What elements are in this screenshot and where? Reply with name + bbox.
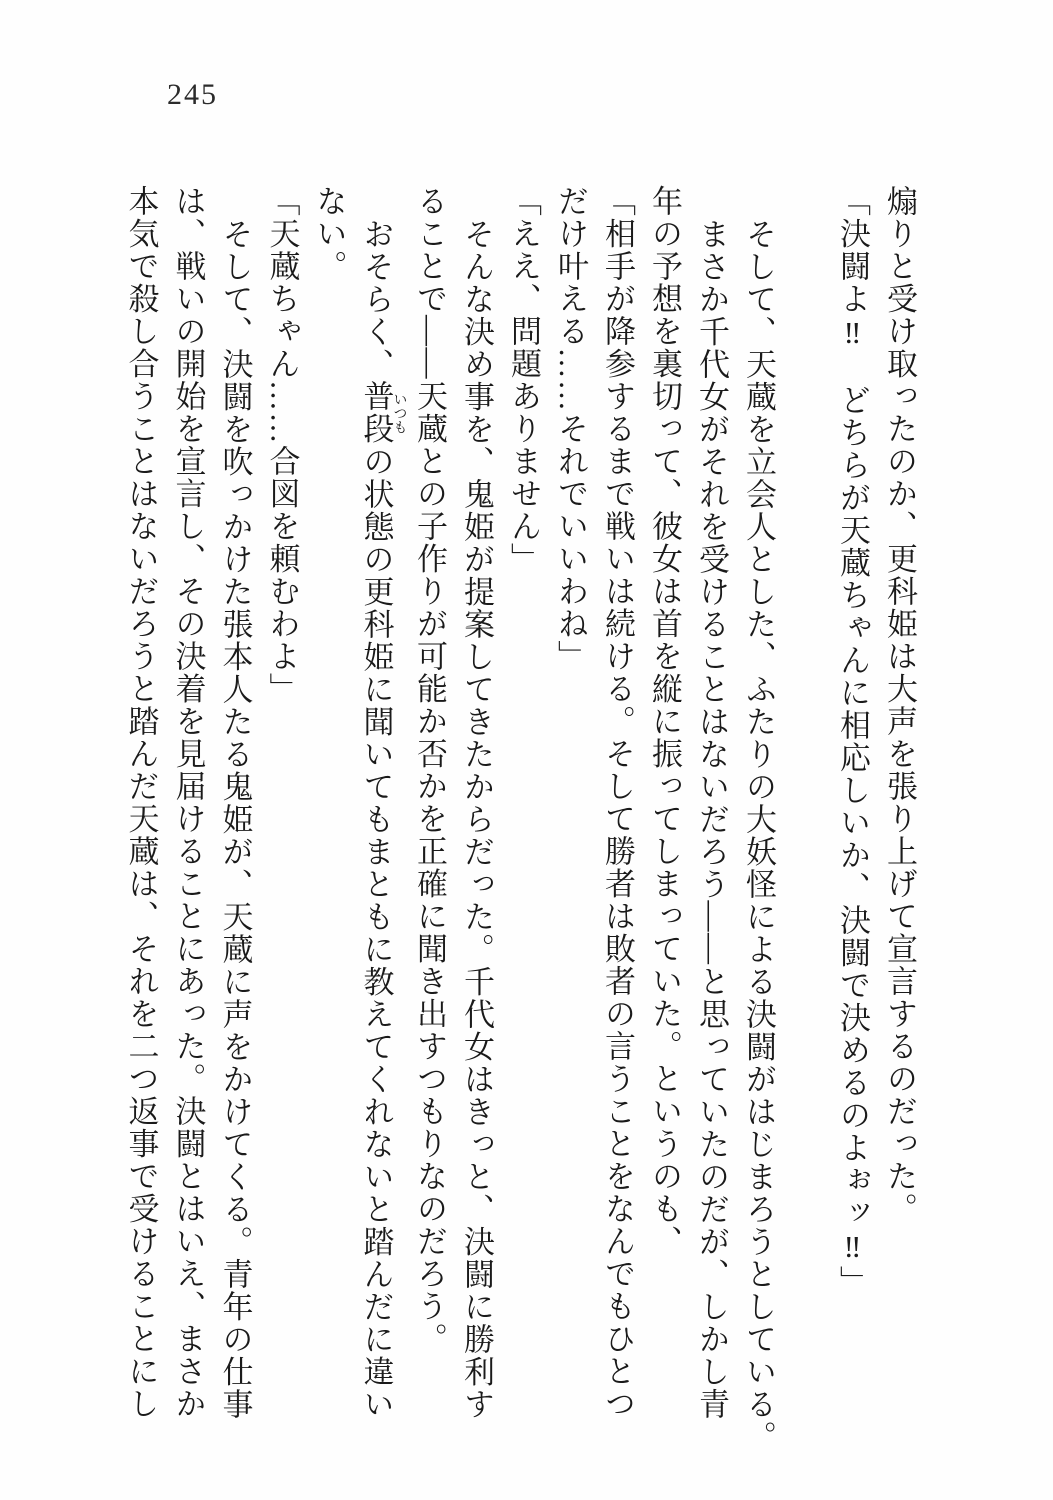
dialogue-line: 「天蔵ちゃん……合図を頼むわよ」 xyxy=(264,185,300,705)
paragraph-text: の状態の更科姫に聞いてもまともに教えてくれないと踏んだに違いない。 xyxy=(311,185,394,1420)
furigana-annotation xyxy=(358,380,407,445)
furigana-reading: いつも xyxy=(391,380,407,445)
dialogue-line: 「決闘よ‼ どちらが天蔵ちゃんに相応しいか、決闘で決めるのよぉッ‼」 xyxy=(835,185,870,1298)
narration-paragraph: そんな決め事を、鬼姫が提案してきたからだった。千代女はきっと、決闘に勝利することで――天蔵との子作りが可能か否かを正確に聞き出すつもりなのだろう。 xyxy=(412,185,494,1420)
page-number: 245 xyxy=(167,78,218,111)
dialogue-line: 「ええ、問題ありません」 xyxy=(506,185,541,575)
dialogue-line: 「相手が降参するまで戦いは続ける。そして勝者は敗者の言うことをなんでもひとつだけ叶える……それでいいわね」 xyxy=(553,185,635,1420)
paragraph-text: おそらく、 xyxy=(358,217,394,380)
narration-paragraph-with-furigana xyxy=(306,185,407,1433)
vertical-text-block xyxy=(118,185,924,1453)
narration-paragraph: まさか千代女がそれを受けることはないだろう――と思っていたのだが、しかし青年の予想を裏切って、彼女は首を縦に振ってしまっていた。というのも、 xyxy=(647,185,729,1420)
furigana-base: 普段 xyxy=(358,380,394,445)
narration-paragraph: 煽りと受け取ったのか、更科姫は大声を張り上げて宣言するのだった。 xyxy=(882,185,917,1225)
narration-paragraph: そして、天蔵を立会人とした、ふたりの大妖怪による決闘がはじまろうとしている。 xyxy=(741,217,776,1453)
narration-paragraph: そして、決闘を吹っかけた張本人たる鬼姫が、天蔵に声をかけてくる。青年の仕事は、戦いの開始を宣言し、その決着を見届けることにあった。決闘とはいえ、まさか本気で殺し合うことはないだろうと踏んだ天蔵は、それを二つ返事で受けることにし xyxy=(123,185,253,1420)
